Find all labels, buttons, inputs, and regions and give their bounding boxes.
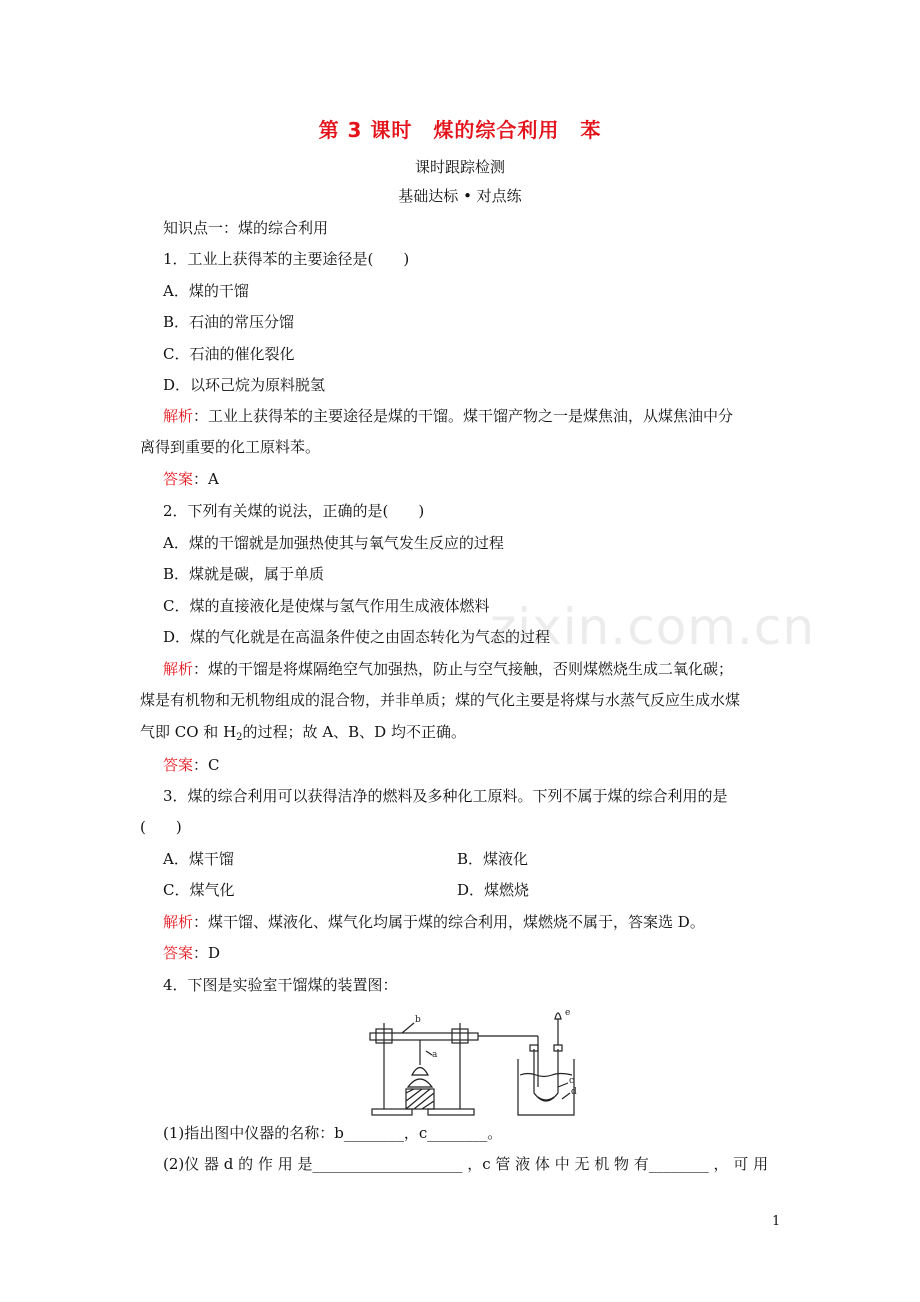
q1-answer-label: 答案 [163, 470, 194, 488]
q1-analysis-line2: 离得到重要的化工原料苯。 [140, 438, 321, 456]
q3-analysis-label: 解析 [163, 913, 194, 931]
q2-answer-label: 答案 [163, 756, 194, 774]
q3-stem-line1: 3．煤的综合利用可以获得洁净的燃料及多种化工原料。下列不属于煤的综合利用的是 [163, 787, 728, 805]
q3-answer: 答案：D [163, 944, 221, 962]
right-stand-base [428, 1109, 474, 1115]
q1-stem: 1．工业上获得苯的主要途径是( ) [163, 250, 410, 268]
q2-option-d: D．煤的气化就是在高温条件使之由固态转化为气态的过程 [163, 628, 551, 646]
q2-analysis-line1: 解析：煤的干馏是将煤隔绝空气加强热，防止与空气接触，否则煤燃烧生成二氧化碳； [163, 660, 734, 678]
q3-option-a: A．煤干馏 [163, 850, 234, 868]
section-heading: 知识点一：煤的综合利用 [163, 219, 329, 237]
watermark: zixin.com.cn [490, 598, 816, 656]
q2-analysis-line3: 气即 CO 和 $H_2$的过程；故 A、B、D 均不正确。 [140, 723, 466, 743]
q3-option-c: C．煤气化 [163, 881, 235, 899]
page-title: 第 3 课时 煤的综合利用 苯 [318, 118, 602, 142]
figure-label-b: b [415, 1015, 421, 1025]
q1-answer: 答案：A [163, 470, 219, 488]
q2-option-b: B．煤就是碳，属于单质 [163, 565, 325, 583]
subtitle-tracking: 课时跟踪检测 [414, 158, 505, 176]
q3-answer-label: 答案 [163, 944, 194, 962]
q2-answer: 答案：C [163, 756, 220, 774]
q3-analysis: 解析：煤干馏、煤液化、煤气化均属于煤的综合利用，煤燃烧不属于，答案选 D。 [163, 913, 705, 931]
q1-analysis-line1: 解析：工业上获得苯的主要途径是煤的干馏。煤干馏产物之一是煤焦油，从煤焦油中分 [163, 407, 734, 425]
page-number: 1 [772, 1214, 781, 1229]
q3-option-d: D．煤燃烧 [457, 881, 530, 899]
figure-label-a: a [432, 1050, 438, 1060]
outlet-flame-e [555, 1013, 561, 1019]
subtitle-practice: 基础达标 • 对点练 [398, 187, 522, 205]
figure-label-c: c [569, 1076, 575, 1086]
q2-stem: 2．下列有关煤的说法，正确的是( ) [163, 502, 425, 520]
q1-option-c: C．石油的催化裂化 [163, 345, 295, 363]
q4-sub2: (2)仪 器 d 的 作 用 是____________________ ，c 管 液 体 中 无 机 物 有________ ， 可 用 [163, 1155, 769, 1173]
figure-label-d: d [571, 1087, 577, 1097]
left-stand-base [372, 1109, 412, 1115]
q3-option-b: B．煤液化 [457, 850, 529, 868]
q3-stem-line2: ( ) [140, 818, 182, 836]
q1-option-d: D．以环己烷为原料脱氢 [163, 376, 326, 394]
q1-analysis-label: 解析 [163, 407, 194, 425]
lamp-bottle [408, 1079, 432, 1087]
q1-option-a: A．煤的干馏 [163, 282, 249, 300]
lamp-flame [412, 1068, 428, 1076]
q2-analysis-label: 解析 [163, 660, 194, 678]
q2-analysis-line2: 煤是有机物和无机物组成的混合物，并非单质；煤的气化主要是将煤与水蒸气反应生成水煤 [140, 691, 741, 709]
beaker-d [518, 1059, 574, 1115]
coal-distillation-apparatus-figure [362, 1005, 582, 1120]
q1-option-b: B．石油的常压分馏 [163, 313, 295, 331]
figure-label-e: e [565, 1008, 571, 1018]
q2-option-a: A．煤的干馏就是加强热使其与氧气发生反应的过程 [163, 534, 504, 552]
q2-option-c: C．煤的直接液化是使煤与氢气作用生成液体燃料 [163, 597, 490, 615]
q4-stem: 4．下图是实验室干馏煤的装置图： [163, 976, 398, 994]
water-surface [520, 1074, 572, 1077]
q4-sub1: (1)指出图中仪器的名称：b________，c________。 [163, 1124, 503, 1142]
hard-glass-tube-b [370, 1033, 478, 1040]
